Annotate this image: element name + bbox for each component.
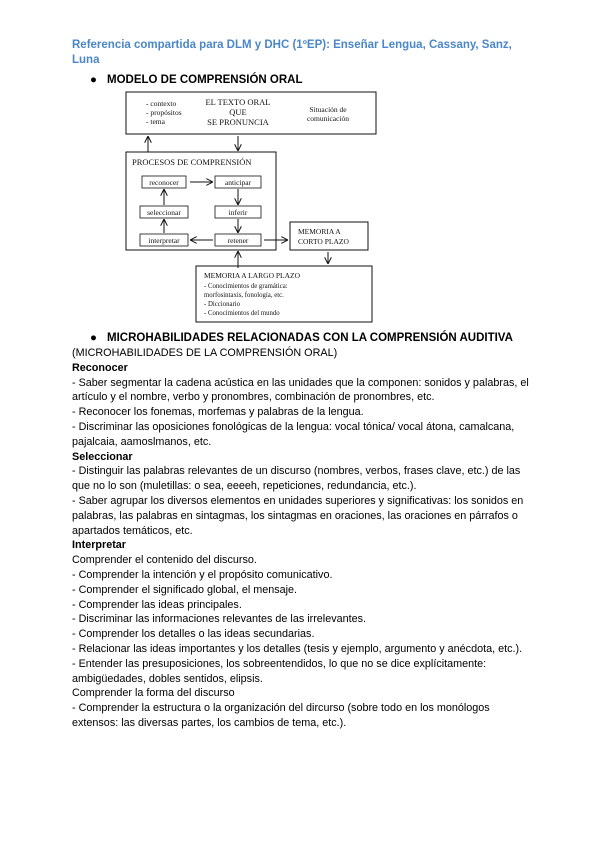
reconocer-item-3: - Discriminar las oposiciones fonológicas de la lengua: vocal tónica/ vocal átona, camalcana, pajalcaia, aamoslmanos, etc. — [72, 420, 515, 448]
anticipar-label: anticipar — [224, 178, 252, 187]
interpretar-item-8: - Entender las presuposiciones, los sobreentendidos, lo que no se dice explícitamente: ambigüedades, dobles sentidos, elipsis. — [72, 657, 487, 685]
situation-line2: comunicación — [306, 114, 350, 123]
interpretar-item-6: - Comprender los detalles o las ideas secundarias. — [72, 628, 315, 641]
long-memory-item2: morfosintaxis, fonología, etc. — [204, 292, 284, 299]
long-memory-item3: - Diccionario — [204, 301, 241, 308]
context-text: - contexto — [146, 99, 177, 108]
interpretar-item-5: - Discriminar las informaciones relevantes de las irrelevantes. — [72, 613, 367, 626]
reconocer-heading: Reconocer — [72, 361, 128, 374]
oral-text-line1: EL TEXTO ORAL — [205, 97, 271, 107]
reference-header: Referencia compartida para DLM y DHC (1ºEP): Enseñar Lengua, Cassany, Sanz, Luna — [72, 39, 512, 66]
short-memory-line1: MEMORIA A — [298, 227, 341, 236]
purposes-text: - propósitos — [146, 108, 182, 117]
section2-subtitle: (MICROHABILIDADES DE LA COMPRENSIÓN ORAL) — [72, 347, 338, 359]
seleccionar-item-2: - Saber agrupar los diversos elementos en unidades superiores y significativas: los sonidos en palabras, las palabras en sintagmas, los sintagmas en oraciones, las oraciones en párrafos o apartados temáticos, etc. — [72, 494, 524, 537]
oral-text-line3: SE PRONUNCIA — [207, 117, 269, 127]
interpretar-item-10: - Comprender la estructura o la organización del dircurso (sobre todo en los monólogos extensos: las diversas partes, los cambios de tema, etc.). — [72, 702, 490, 729]
reconocer-label: reconocer — [149, 178, 179, 187]
interpretar-item-2: - Comprender la intención y el propósito comunicativo. — [72, 568, 333, 581]
oral-text-line2: QUE — [229, 107, 247, 117]
seleccionar-label: seleccionar — [147, 208, 181, 217]
section1-title: MODELO DE COMPRENSIÓN ORAL — [107, 74, 303, 86]
interpretar-item-9: Comprender la forma del discurso — [72, 687, 235, 700]
reconocer-item-2: - Reconocer los fonemas, morfemas y palabras de la lengua. — [72, 406, 364, 419]
bullet-icon: ● — [90, 332, 97, 344]
interpretar-item-4: - Comprender las ideas principales. — [72, 598, 242, 611]
processes-title: PROCESOS DE COMPRENSIÓN — [132, 157, 252, 167]
seleccionar-heading: Seleccionar — [72, 450, 133, 463]
section2-title: MICROHABILIDADES RELACIONADAS CON LA COMPRENSIÓN AUDITIVA — [107, 332, 513, 344]
long-memory-item4: - Conocimientos del mundo — [204, 310, 280, 317]
microskills-body — [72, 346, 532, 731]
interpretar-item-1: Comprender el contenido del discurso. — [72, 554, 257, 567]
topic-text: - tema — [146, 117, 165, 126]
interpretar-label: interpretar — [148, 236, 180, 245]
interpretar-item-3: - Comprender el significado global, el mensaje. — [72, 583, 298, 596]
retener-label: retener — [227, 236, 249, 245]
long-memory-title: MEMORIA A LARGO PLAZO — [204, 271, 301, 280]
inferir-label: inferir — [228, 208, 248, 217]
short-memory-line2: CORTO PLAZO — [298, 237, 349, 246]
comprehension-model-diagram — [120, 88, 380, 324]
long-memory-item1: - Conocimientos de gramática: — [204, 283, 288, 290]
situation-line1: Situación de — [309, 105, 347, 114]
seleccionar-item-1: - Distinguir las palabras relevantes de un discurso (nombres, verbos, frases clave, etc.) de las que no lo son (muletillas: o sea, eeeeh, repeticiones, redundancia, etc.). — [72, 465, 521, 493]
bullet-icon: ● — [90, 74, 97, 86]
interpretar-heading: Interpretar — [72, 539, 127, 552]
reconocer-item-1: - Saber segmentar la cadena acústica en las unidades que la componen: sonidos y palabras, el artículo y el nombre, verbo y pronombres, combinación de pronombres, etc. — [72, 376, 529, 404]
interpretar-item-7: - Relacionar las ideas importantes y los detalles (tesis y ejemplo, argumento y anécdota, etc.). — [72, 642, 523, 655]
